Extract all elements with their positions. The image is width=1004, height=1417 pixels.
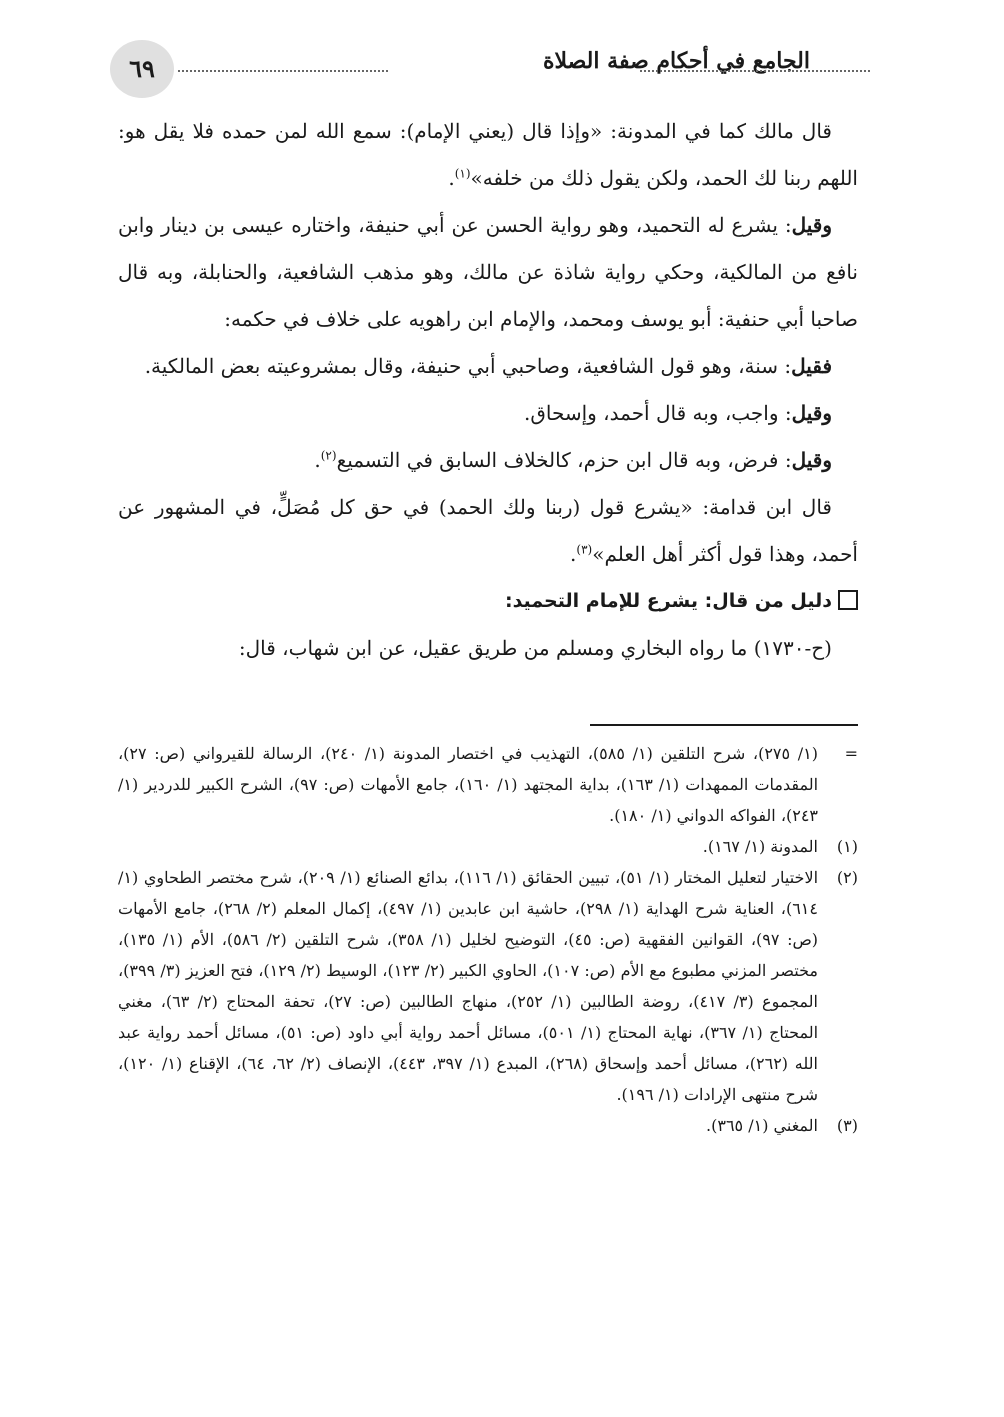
footnote-ref[interactable]: (٣) — [576, 542, 593, 557]
paragraph-text: : واجب، وبه قال أحمد، وإسحاق. — [523, 401, 792, 425]
paragraph-lead: وقيل — [791, 213, 832, 237]
paragraph — [118, 484, 858, 578]
paragraph-text: قال ابن قدامة: «يشرع قول (ربنا ولك الحمد) في حق كل مُصَلٍّ، في المشهور عن أحمد، وهذا قول أكثر أهل العلم» — [118, 495, 858, 566]
paragraph — [118, 343, 858, 390]
footnote — [118, 862, 858, 1110]
footnote-text: (١/ ٢٧٥)، شرح التلقين (١/ ٥٨٥)، التهذيب في اختصار المدونة (١/ ٢٤٠)، الرسالة للقيرواني (ص: ٢٧)، المقدمات الممهدات (١/ ١٦٣)، بداية المجتهد (١/ ١٦٠)، جامع الأمهات (ص: ٩٧)، الشرح الكبير للدردير (١/ ٢٤٣)، الفواكه الدواني (١/ ١٨٠). — [118, 744, 819, 825]
paragraph-text: : فرض، وبه قال ابن حزم، كالخلاف السابق في التسميع — [336, 448, 792, 472]
footnote — [118, 1110, 858, 1141]
footnote-ref[interactable]: (٢) — [320, 448, 337, 463]
footnote-text: المدونة (١/ ١٦٧). — [702, 837, 818, 856]
paragraph-text: : يشرع له التحميد، وهو رواية الحسن عن أبي حنيفة، واختاره عيسى بن دينار وابن نافع من المالكية، وحكي رواية شاذة عن مالك، وهو مذهب الشافعية، والحنابلة، وبه قال صاحبا أبي حنفية: أبو يوسف ومحمد، والإمام ابن راهويه على خلاف في حكمه: — [118, 213, 858, 331]
heading-text: دليل من قال: يشرع للإمام التحميد: — [504, 590, 832, 612]
punctuation: . — [570, 542, 577, 566]
paragraph — [118, 108, 858, 202]
footnote — [118, 831, 858, 862]
running-title: الجامع في أحكام صفة الصلاة — [542, 48, 810, 74]
footnote-mark: = — [844, 744, 858, 763]
paragraph — [118, 625, 858, 672]
footnote-mark: (١) — [836, 837, 858, 856]
paragraph-text: : سنة، وهو قول الشافعية، وصاحبي أبي حنيفة، وقال بمشروعيته بعض المالكية. — [144, 354, 792, 378]
punctuation: . — [314, 448, 321, 472]
footnote-mark: (٣) — [836, 1116, 858, 1135]
punctuation: . — [448, 166, 455, 190]
paragraph-text: قال مالك كما في المدونة: «وإذا قال (يعني الإمام): سمع الله لمن حمده فلا يقل هو: اللهم ربنا لك الحمد، ولكن يقول ذلك من خلفه» — [118, 119, 858, 190]
paragraph-lead: وقيل — [791, 448, 832, 472]
section-heading — [118, 578, 858, 625]
footnote — [118, 738, 858, 831]
header-leader-dots — [640, 70, 870, 72]
paragraph — [118, 202, 858, 343]
footnote-text: الاختيار لتعليل المختار (١/ ٥١)، تبيين الحقائق (١/ ١١٦)، بدائع الصنائع (١/ ٢٠٩)، شرح مختصر الطحاوي (١/ ٦١٤)، العناية شرح الهداية (١/ ٢٩٨)، حاشية ابن عابدين (١/ ٤٩٧)، إكمال المعلم (٢/ ٢٦٨)، جامع الأمهات (ص: ٩٧)، القوانين الفقهية (ص: ٤٥)، التوضيح لخليل (١/ ٣٥٨)، شرح التلقين (٢/ ٥٨٦)، الأم (١/ ١٣٥)، مختصر المزني مطبوع مع الأم (ص: ١٠٧)، الحاوي الكبير (٢/ ١٢٣)، الوسيط (٢/ ١٢٩)، فتح العزيز (٣/ ٣٩٩)، المجموع (٣/ ٤١٧)، روضة الطالبين (١/ ٢٥٢)، منهاج الطالبين (ص: ٢٧)، تحفة المحتاج (٢/ ٦٣)، مغني المحتاج (١/ ٣٦٧)، نهاية المحتاج (١/ ٥٠١)، مسائل أحمد رواية أبي داود (ص: ٥١)، مسائل أحمد رواية عبد الله (٢٦٢)، مسائل أحمد وإسحاق (٢٦٨)، المبدع (١/ ٣٩٧، ٤٤٣)، الإنصاف (٢/ ٦٢، ٦٤)، الإقناع (١/ ١٢٠)، شرح منتهى الإرادات (١/ ١٩٦). — [118, 868, 819, 1104]
paragraph-text: (ح-١٧٣٠) ما رواه البخاري ومسلم من طريق عقيل، عن ابن شهاب، قال: — [238, 636, 832, 660]
header-leader-dots — [178, 70, 388, 72]
page-number: ٦٩ — [110, 40, 174, 98]
footnote-ref[interactable]: (١) — [454, 166, 471, 181]
footnote-separator — [590, 724, 858, 726]
main-text — [118, 108, 858, 672]
paragraph — [118, 437, 858, 484]
paragraph — [118, 390, 858, 437]
footnote-text: المغني (١/ ٣٦٥). — [706, 1116, 818, 1135]
footnote-mark: (٢) — [836, 868, 858, 887]
page-header — [110, 40, 850, 100]
paragraph-lead: فقيل — [791, 354, 832, 378]
checkbox-square-icon — [838, 590, 858, 610]
paragraph-lead: وقيل — [791, 401, 832, 425]
footnotes — [118, 738, 858, 1141]
